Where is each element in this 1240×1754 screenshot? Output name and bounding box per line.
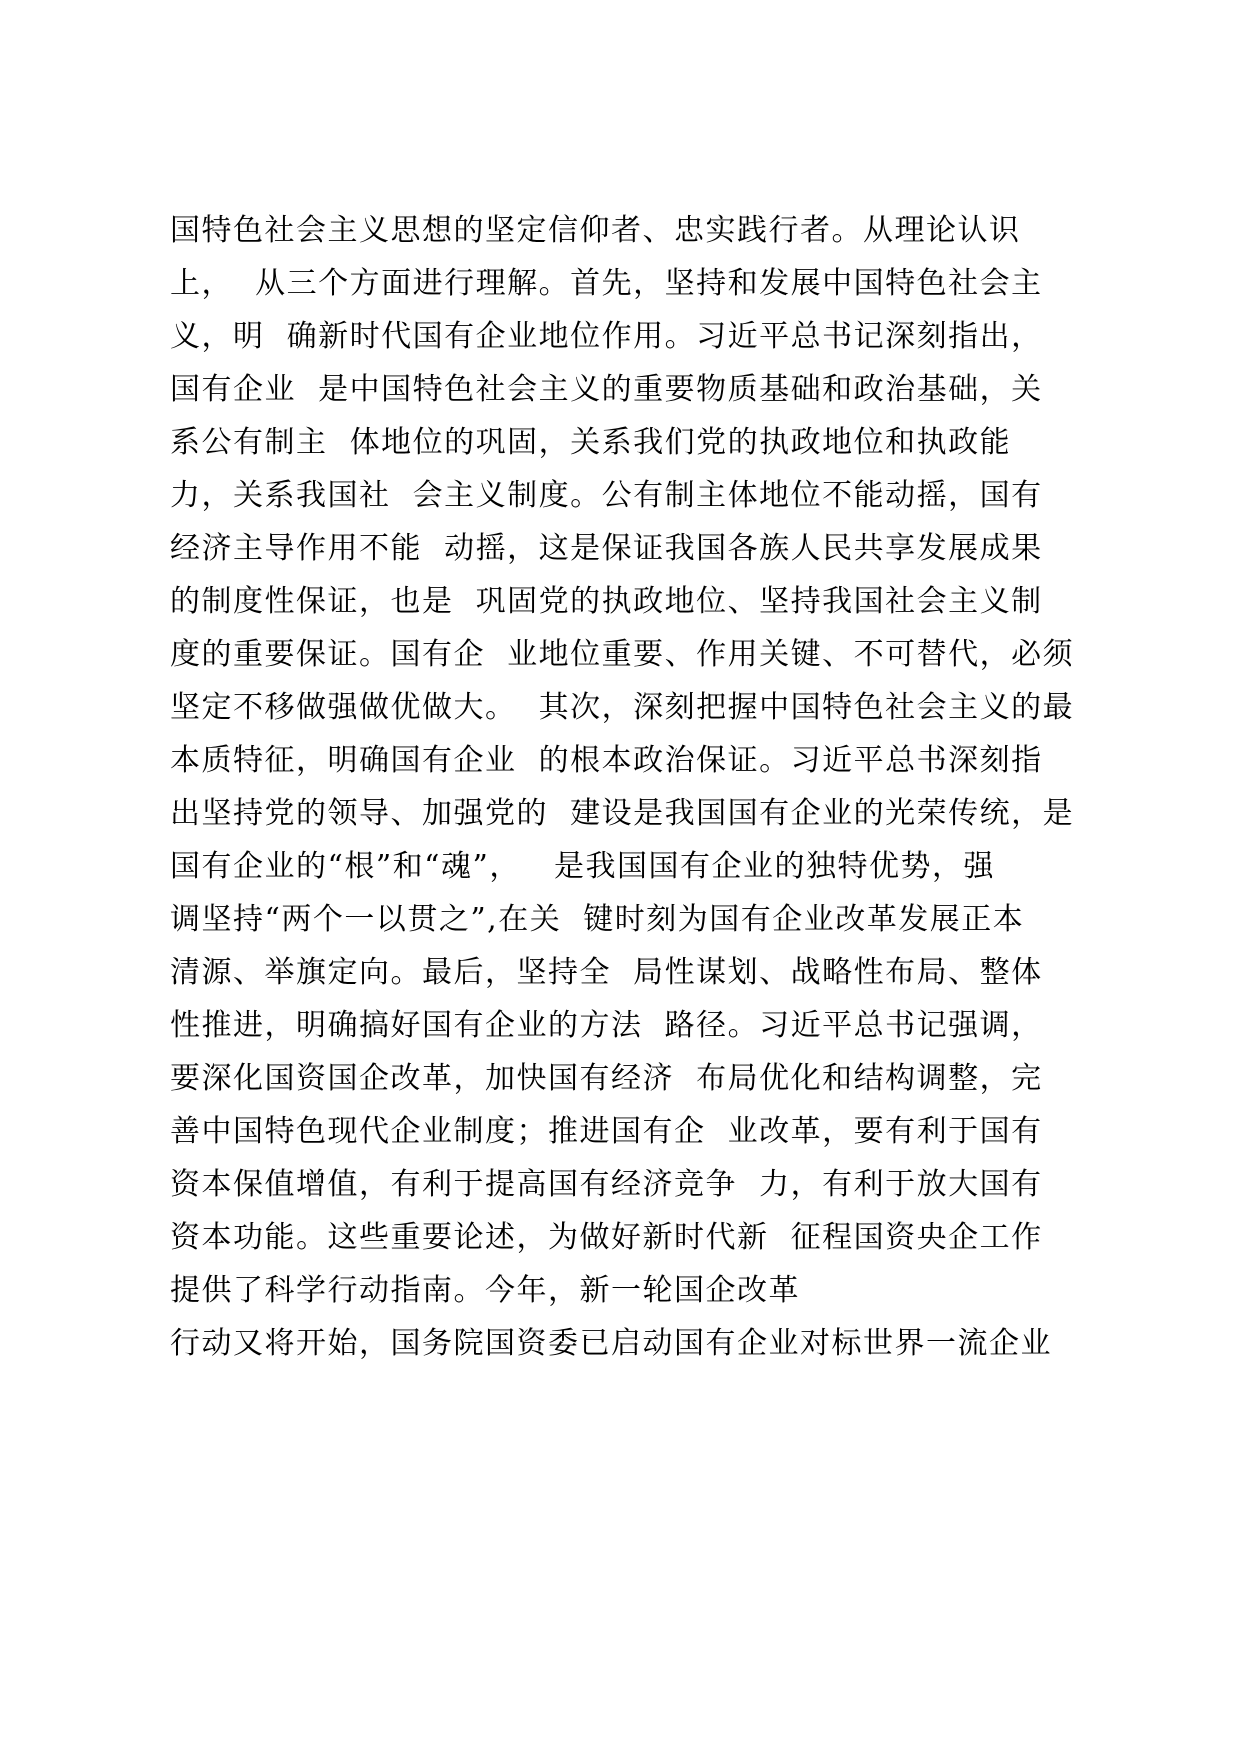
text-line: 调坚持“两个一以贯之”,在关 键时刻为国有企业改革发展正本 (170, 902, 1025, 937)
body-text (170, 204, 1090, 1370)
text-line: 义，明 确新时代国有企业地位作用。习近平总书记深刻指出， (170, 319, 1043, 354)
text-line: 清源、举旗定向。最后，坚持全 局性谋划、战略性布局、整体 (170, 955, 1043, 990)
text-line: 经济主导作用不能 动摇，这是保证我国各族人民共享发展成果 (170, 531, 1043, 566)
text-line: 性推进，明确搞好国有企业的方法 路径。习近平总书记强调， (170, 1008, 1043, 1043)
text-line: 行动又将开始，国务院国资委已启动国有企业对标世界一流企业 (170, 1326, 1052, 1361)
text-line: 提供了科学行动指南。今年，新一轮国企改革 (170, 1273, 800, 1308)
text-line: 的制度性保证，也是 巩固党的执政地位、坚持我国社会主义制 (170, 584, 1043, 619)
text-line: 上， 从三个方面进行理解。首先，坚持和发展中国特色社会主 (170, 266, 1043, 301)
text-line: 善中国特色现代企业制度；推进国有企 业改革，要有利于国有 (170, 1114, 1043, 1149)
text-line: 力，关系我国社 会主义制度。公有制主体地位不能动摇，国有 (170, 478, 1043, 513)
text-line: 坚定不移做强做优做大。 其次，深刻把握中国特色社会主义的最 (170, 690, 1075, 725)
text-line: 国有企业 是中国特色社会主义的重要物质基础和政治基础，关 (170, 372, 1043, 407)
text-line: 国特色社会主义思想的坚定信仰者、忠实践行者。从理论认识 (170, 213, 1021, 248)
text-line: 要深化国资国企改革，加快国有经济 布局优化和结构调整，完 (170, 1061, 1043, 1096)
text-line: 系公有制主 体地位的巩固，关系我们党的执政地位和执政能 (170, 425, 1012, 460)
text-line: 资本功能。这些重要论述，为做好新时代新 征程国资央企工作 (170, 1220, 1043, 1255)
text-line: 资本保值增值，有利于提高国有经济竞争 力，有利于放大国有 (170, 1167, 1043, 1202)
text-line: 度的重要保证。国有企 业地位重要、作用关键、不可替代，必须 (170, 637, 1075, 672)
text-line: 国有企业的“根”和“魂”， 是我国国有企业的独特优势，强 (170, 849, 995, 884)
text-line: 出坚持党的领导、加强党的 建设是我国国有企业的光荣传统，是 (170, 796, 1075, 831)
text-line: 本质特征，明确国有企业 的根本政治保证。习近平总书深刻指 (170, 743, 1043, 778)
